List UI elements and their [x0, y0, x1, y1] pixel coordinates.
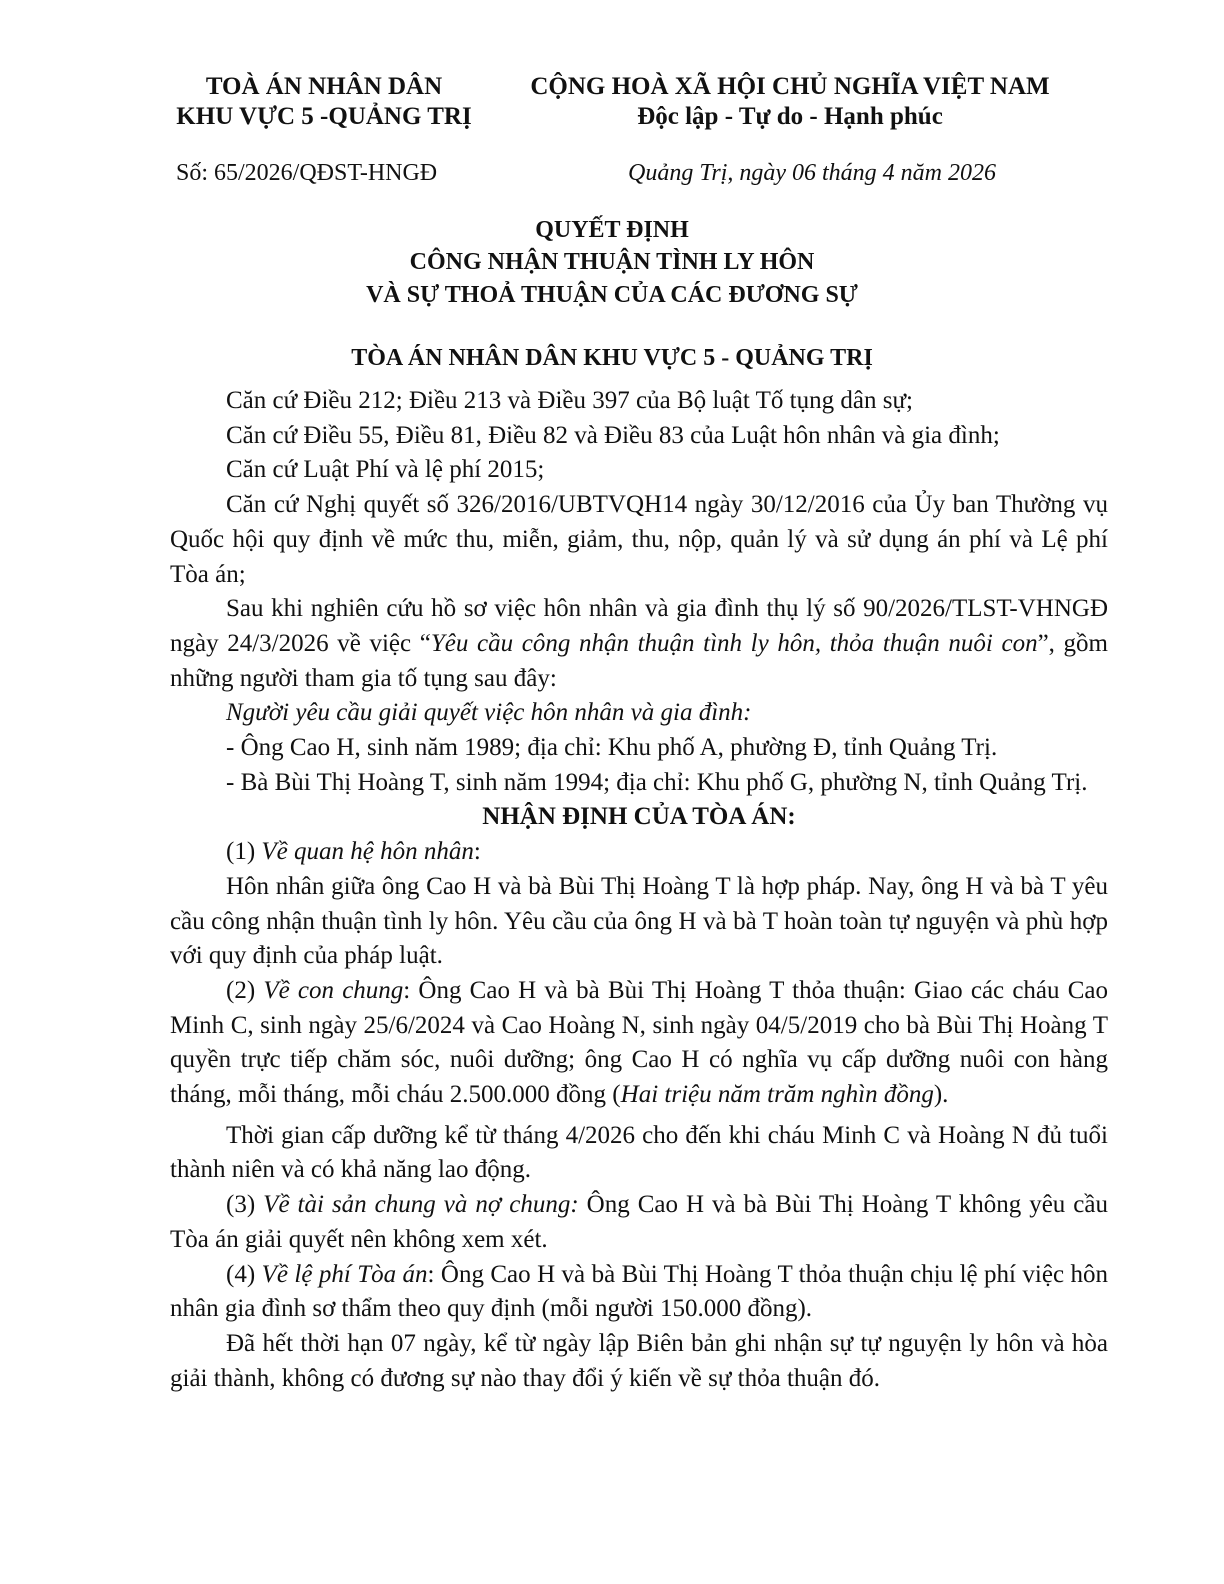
section-4-number: (4) [226, 1260, 262, 1288]
final-paragraph: Đã hết thời hạn 07 ngày, kể từ ngày lập Biên bản ghi nhận sự tự nguyện ly hôn và hòa giải thành, không có đương sự nào thay đổi ý kiến về sự thỏa thuận đó. [170, 1329, 1108, 1392]
section-1-heading [170, 835, 1108, 870]
document-body [170, 384, 1108, 1396]
legal-basis-3: Căn cứ Luật Phí và lệ phí 2015; [226, 456, 545, 484]
case-intro-end: ”, gồm những người tham gia tố tụng sau đây: [170, 629, 1109, 692]
decision-title: QUYẾT ĐỊNH [535, 217, 689, 243]
legal-basis-2: Căn cứ Điều 55, Điều 81, Điều 82 và Điều 83 của Luật hôn nhân và gia đình; [226, 421, 1000, 449]
decision-subtitle-1: CÔNG NHẬN THUẬN TÌNH LY HÔN [409, 249, 815, 275]
section-3-number: (3) [226, 1191, 264, 1219]
section-4-title: Về lệ phí Tòa án [261, 1260, 428, 1288]
issuing-court: TÒA ÁN NHÂN DÂN KHU VỰC 5 - QUẢNG TRỊ [351, 345, 873, 371]
section-4-text: : Ông Cao H và bà Bùi Thị Hoàng T thỏa thuận chịu lệ phí việc hôn nhân gia đình sơ thẩm theo quy định (mỗi người 150.000 đồng). [170, 1260, 1108, 1323]
case-subject: Yêu cầu công nhận thuận tình ly hôn, thỏa thuận nuôi con [430, 629, 1038, 657]
participants-label: Người yêu cầu giải quyết việc hôn nhân và gia đình: [226, 699, 752, 727]
findings-heading: NHẬN ĐỊNH CỦA TÒA ÁN: [482, 803, 796, 831]
section-2-duration: Thời gian cấp dưỡng kể từ tháng 4/2026 cho đến khi cháu Minh C và Hoàng N đủ tuổi thành niên và có khả năng lao động. [170, 1121, 1108, 1184]
section-2-title: Về con chung [263, 976, 404, 1004]
document-number: Số: 65/2026/QĐST-HNGĐ [176, 160, 438, 186]
participant-1: - Ông Cao H, sinh năm 1989; địa chỉ: Khu phố A, phường Đ, tỉnh Quảng Trị. [226, 734, 998, 762]
section-2-paragraph [170, 974, 1108, 1113]
nation-motto: Độc lập - Tự do - Hạnh phúc [637, 103, 943, 130]
legal-basis-4: Căn cứ Nghị quyết số 326/2016/UBTVQH14 ngày 30/12/2016 của Ủy ban Thường vụ Quốc hội quy định về mức thu, miễn, giảm, thu, nộp, quản lý và sử dụng án phí và Lệ phí Tòa án; [170, 491, 1108, 588]
court-name: TOÀ ÁN NHÂN DÂN [205, 73, 443, 100]
section-2-text: : Ông Cao H và bà Bùi Thị Hoàng T thỏa thuận: Giao các cháu Cao Minh C, sinh ngày 25/6/2024 và Cao Hoàng N, sinh ngày 04/5/2019 cho bà Bùi Thị Hoàng T quyền trực tiếp chăm sóc, nuôi dưỡng; ông Cao H có nghĩa vụ cấp dưỡng nuôi con hàng tháng, mỗi tháng, mỗi cháu 2.500.000 đồng ( [170, 976, 1108, 1109]
participant-2: - Bà Bùi Thị Hoàng T, sinh năm 1994; địa chỉ: Khu phố G, phường N, tỉnh Quảng Trị. [226, 768, 1088, 796]
section-2-text-end: ). [933, 1081, 949, 1109]
section-3-paragraph [170, 1188, 1108, 1257]
section-1-number: (1) [226, 838, 262, 866]
legal-basis-1: Căn cứ Điều 212; Điều 213 và Điều 397 của Bộ luật Tố tụng dân sự; [226, 387, 913, 414]
case-intro-paragraph [170, 592, 1108, 696]
section-1-colon: : [473, 838, 481, 866]
section-3-text: Ông Cao H và bà Bùi Thị Hoàng T không yêu cầu Tòa án giải quyết nên không xem xét. [170, 1191, 1108, 1253]
section-2-amount-words: Hai triệu năm trăm nghìn đồng [620, 1081, 934, 1109]
court-header [170, 72, 478, 132]
nation-name: CỘNG HOÀ XÃ HỘI CHỦ NGHĨA VIỆT NAM [530, 73, 1050, 100]
section-1-text: Hôn nhân giữa ông Cao H và bà Bùi Thị Hoàng T là hợp pháp. Nay, ông H và bà T yêu cầu công nhận thuận tình ly hôn. Yêu cầu của ông H và bà T hoàn toàn tự nguyện và phù hợp với quy định của pháp luật. [170, 872, 1108, 970]
section-1-title: Về quan hệ hôn nhân [261, 838, 474, 866]
section-3-title: Về tài sản chung và nợ chung: [263, 1191, 579, 1219]
section-2-number: (2) [226, 976, 264, 1004]
case-intro-text: Sau khi nghiên cứu hồ sơ việc hôn nhân và gia đình thụ lý số 90/2026/TLST-VHNGĐ ngày 24/3/2026 về việc “ [170, 595, 1108, 657]
section-4-paragraph [170, 1258, 1108, 1327]
court-district: KHU VỰC 5 -QUẢNG TRỊ [176, 103, 472, 130]
decision-subtitle-2: VÀ SỰ THOẢ THUẬN CỦA CÁC ĐƯƠNG SỰ [366, 282, 858, 308]
place-date: Quảng Trị, ngày 06 tháng 4 năm 2026 [628, 160, 997, 186]
nation-header [510, 72, 1070, 132]
